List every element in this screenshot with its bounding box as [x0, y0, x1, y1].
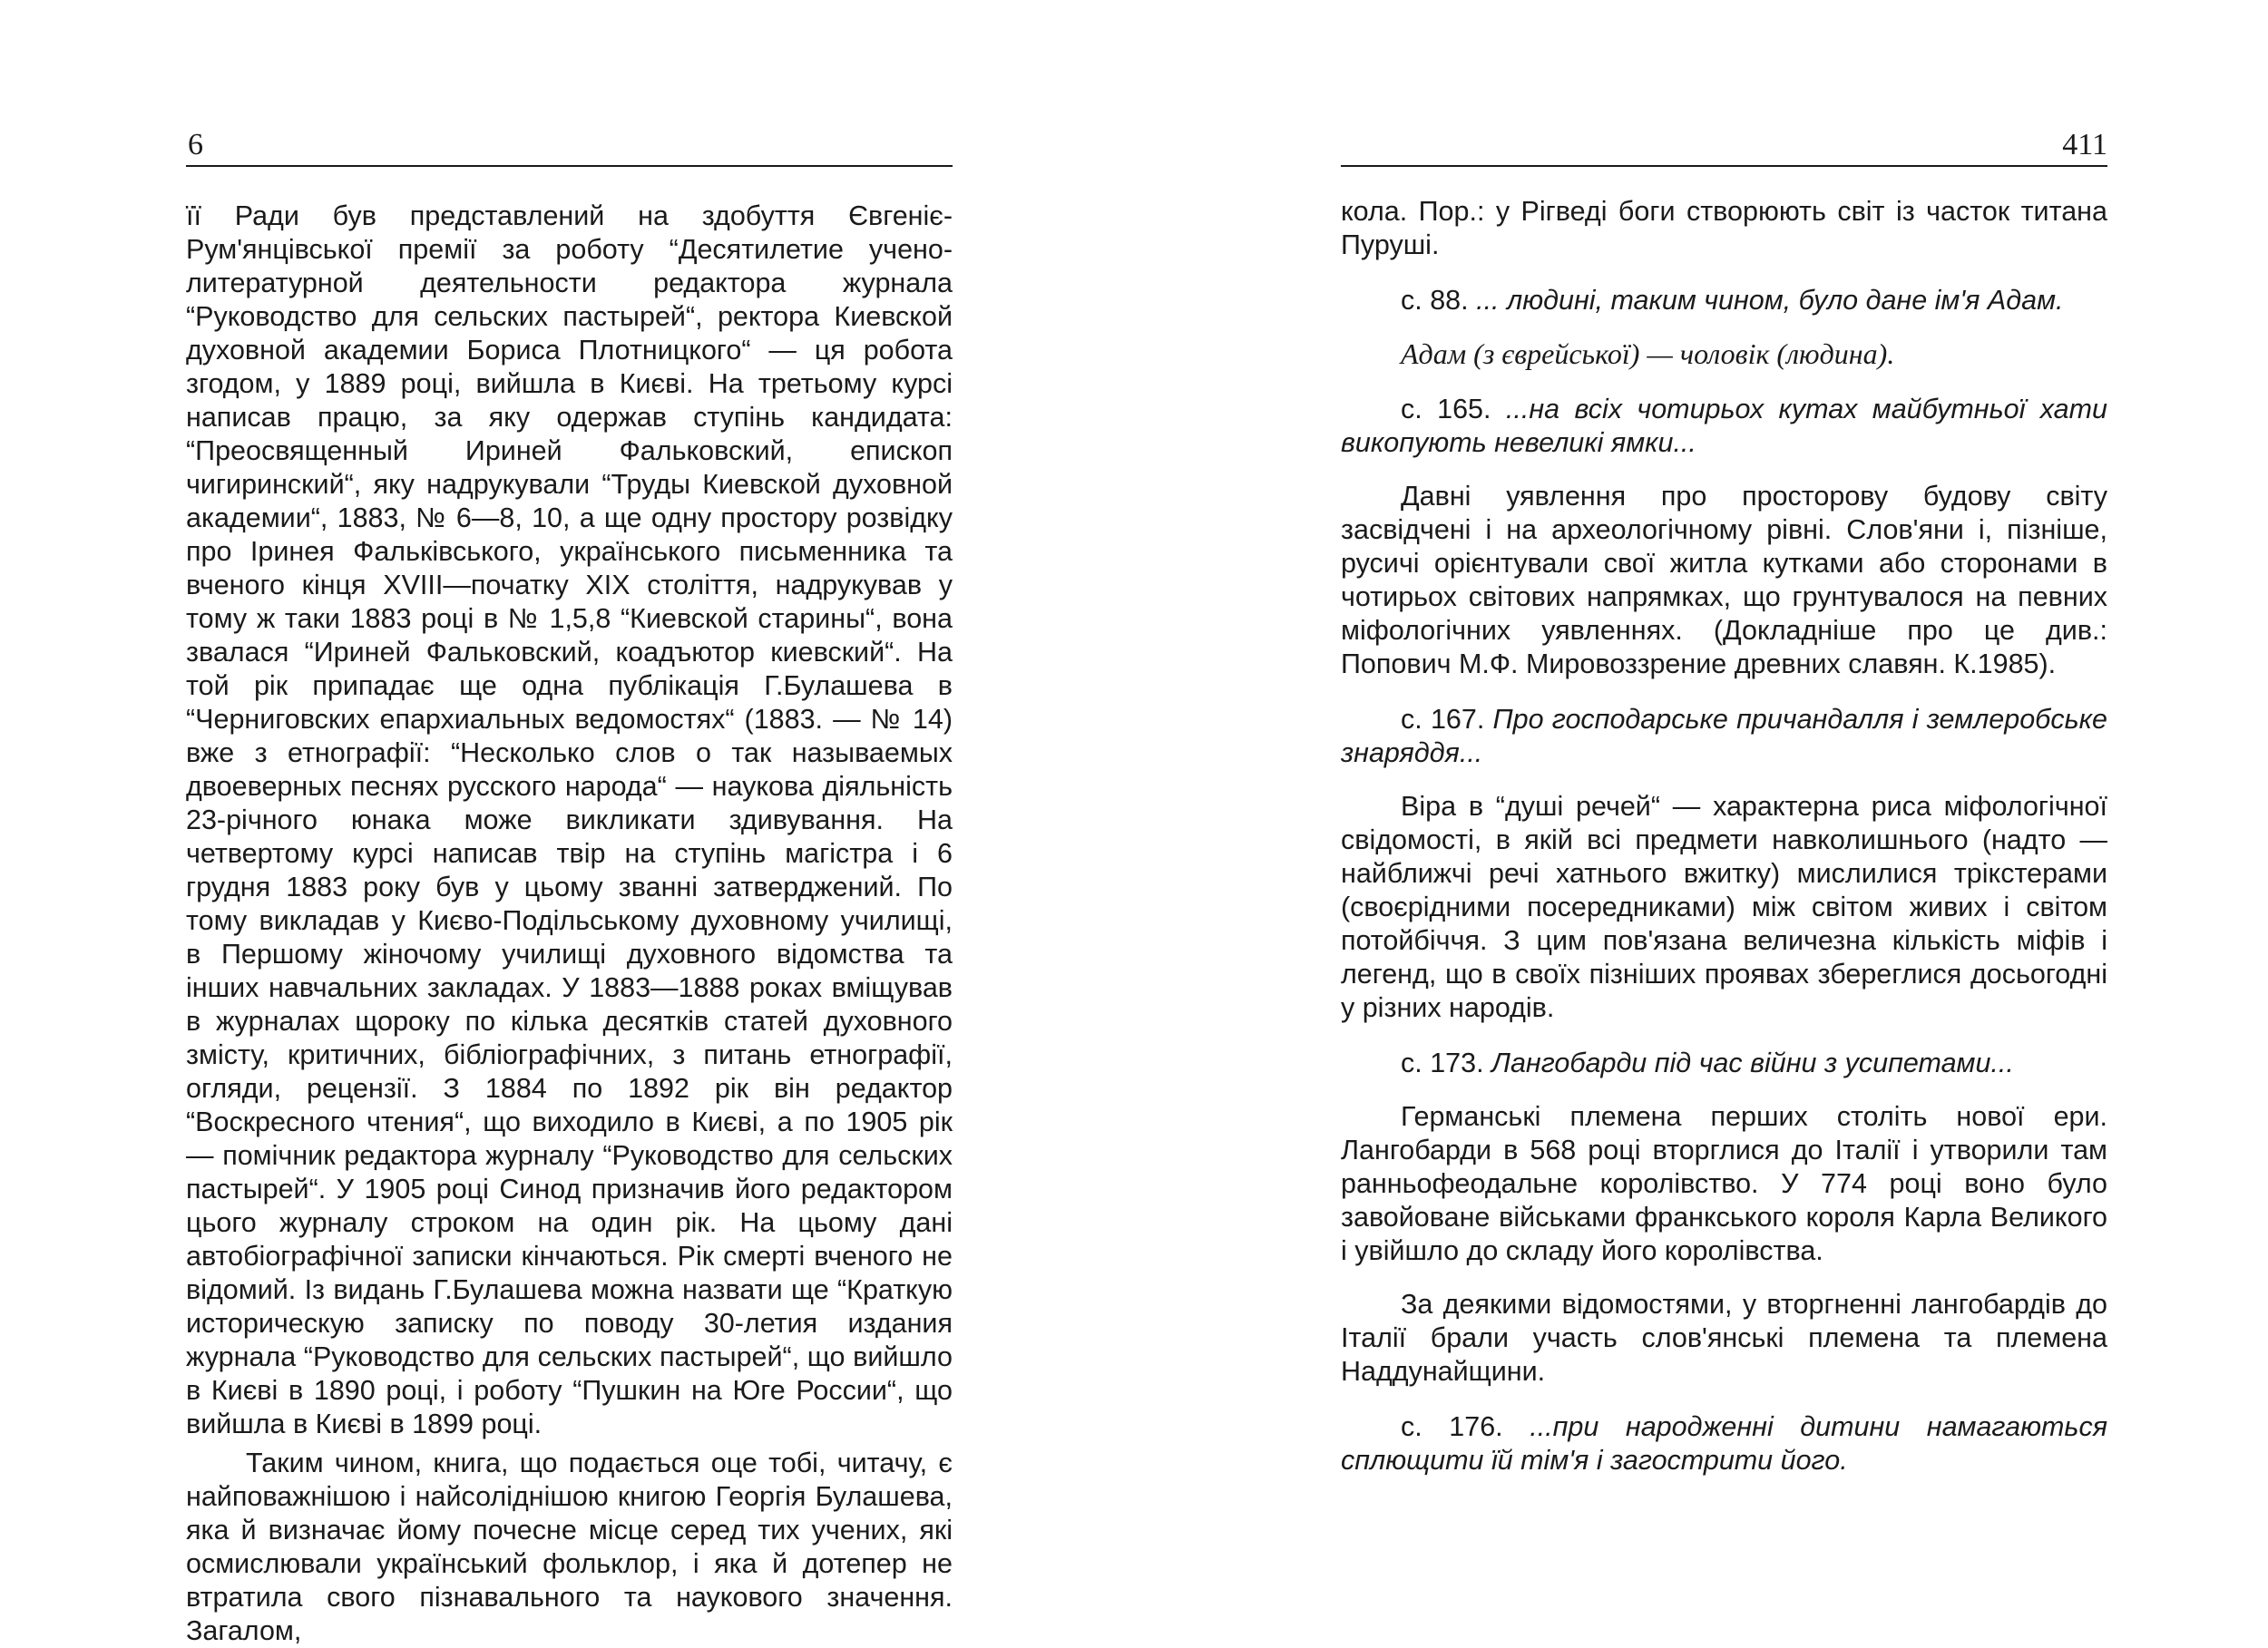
reference-page: с. 173.: [1401, 1048, 1484, 1078]
header-rule-right: [1341, 165, 2107, 167]
reference-entry: [1341, 1047, 2107, 1080]
reference-page: с. 176.: [1401, 1411, 1503, 1442]
right-body-text: [1341, 195, 2107, 1477]
header-rule-left: [186, 165, 953, 167]
page-number-left: 6: [188, 128, 203, 161]
commentary-paragraph: Віра в “душі речей“ — характерна риса міфологічної свідомості, в якій всі предмети навколишнього (надто — найближчі речі хатнього вжитку) мислилися трікстерами (своєрідними посередниками) між світом живих і світом потойбіччя. З цим пов'язана величезна кількість міфів і легенд, що в своїх пізніших проявах збереглися досьогодні у різних народів.: [1341, 791, 2107, 1023]
page-number-right: 411: [2062, 128, 2107, 161]
left-body-text: [186, 200, 953, 1648]
reference-quote: Лангобарди під час війни з усипетами...: [1491, 1048, 2014, 1078]
reference-page: с. 88.: [1401, 285, 1469, 316]
left-page: [186, 0, 953, 1646]
reference-quote: ...при народженні дитини намагаються сплющити їй тім'я і загострити його.: [1341, 1411, 2107, 1476]
reference-entry: [1341, 393, 2107, 460]
left-paragraph-2: Таким чином, книга, що подається оце тобі, читачу, є найповажнішою і найсоліднішою книгою Георгія Булашева, яка й визначає йому почесне місце серед тих учених, які осмислювали український фольклор, і яка й дотепер не втратила свого пізнавального та наукового значення. Загалом,: [186, 1448, 953, 1646]
reference-quote: Про господарське причандалля і землеробське знаряддя...: [1341, 704, 2107, 768]
reference-entry: [1341, 284, 2107, 317]
right-page: [1341, 0, 2107, 1573]
reference-entry: [1341, 1410, 2107, 1477]
continuation-text: кола. Пор.: у Рігведі боги створюють світ із часток титана Пуруші.: [1341, 196, 2107, 260]
commentary-paragraph: Германські племена перших століть нової ери. Лангобарди в 568 році вторглися до Італії і утворили там ранньофеодальне королівство. У 774 році воно було завойоване військами франкського короля Карла Великого і увійшло до складу його королівства.: [1341, 1101, 2107, 1266]
reference-entry: [1341, 703, 2107, 770]
commentary-paragraph: За деякими відомостями, у вторгненні лангобардів до Італії брали участь слов'янські племена та племена Наддунайщини.: [1341, 1289, 2107, 1387]
reference-page: с. 167.: [1401, 704, 1485, 735]
reference-page: с. 165.: [1401, 394, 1491, 424]
left-paragraph-1: її Ради був представлений на здобуття Євгеніє-Рум'янцівської премії за роботу “Десятилетие учено-литературной деятельности редактора журнала “Руководство для сельских пастырей“, ректора Киевской духовной академии Бориса Плотницкого“ — ця робота згодом, у 1889 році, вийшла в Києві. На третьому курсі написав працю, за яку одержав ступінь кандидата: “Преосвященный Ириней Фальковский, епископ чигиринский“, яку надрукували “Труды Киевской духовной академии“, 1883, № 6—8, 10, а ще одну простору розвідку про Іринея Фальківського, українського письменника та вченого кінця XVIII—початку XIX століття, надрукував у тому ж таки 1883 році в № 1,5,8 “Киевской старины“, вона звалася “Ириней Фальковский, коадъютор киевский“. На той рік припадає ще одна публікація Г.Булашева в “Черниговских епархиальных ведомостях“ (1883. — № 14) вже з етнографії: “Несколько слов о так называемых двоеверных песнях русского народа“ — наукова діяльність 23-річного юнака може викликати здивування. На четвертому курсі написав твір на ступінь магістра і 6 грудня 1883 року був у цьому званні затверджений. По тому викладав у Києво-Подільському духовному училищі, в Першому жіночому училищі духовного відомства та інших навчальних закладах. У 1883—1888 роках вміщував в журналах щороку по кілька десятків статей духовного змісту, критичних, бібліографічних, з питань етнографії, огляди, рецензії. З 1884 по 1892 рік він редактор “Воскресного чтения“, що виходило в Києві, а по 1905 рік — помічник редактора журналу “Руководство для сельских пастырей“. У 1905 році Синод призначив його редактором цього журналу строком на один рік. На цьому дані автобіографічної записки кінчаються. Рік смерті вченого не відомий. Із видань Г.Булашева можна назвати ще “Краткую историческую записку по поводу 30-летия издания журнала “Руководство для сельских пастырей“, що вийшло в Києві в 1890 році, і роботу “Пушкин на Юге России“, що вийшла в Києві в 1899 році.: [186, 200, 953, 1439]
gloss-entry: Адам (з єврейської) — чоловік (людина).: [1401, 337, 1895, 370]
reference-quote: ... людині, таким чином, було дане ім'я Адам.: [1476, 285, 2064, 316]
commentary-paragraph: Давні уявлення про просторову будову світу засвідчені і на археологічному рівні. Слов'яни і, пізніше, русичі орієнтували свої житла кутками або сторонами в чотирьох світових напрямках, що грунтувалося на певних міфологічних уявленнях. (Докладніше про це див.: Попович М.Ф. Мировоззрение древних славян. К.1985).: [1341, 481, 2107, 679]
reference-quote: ...на всіх чотирьох кутах майбутньої хати викопують невеликі ямки...: [1341, 394, 2107, 458]
